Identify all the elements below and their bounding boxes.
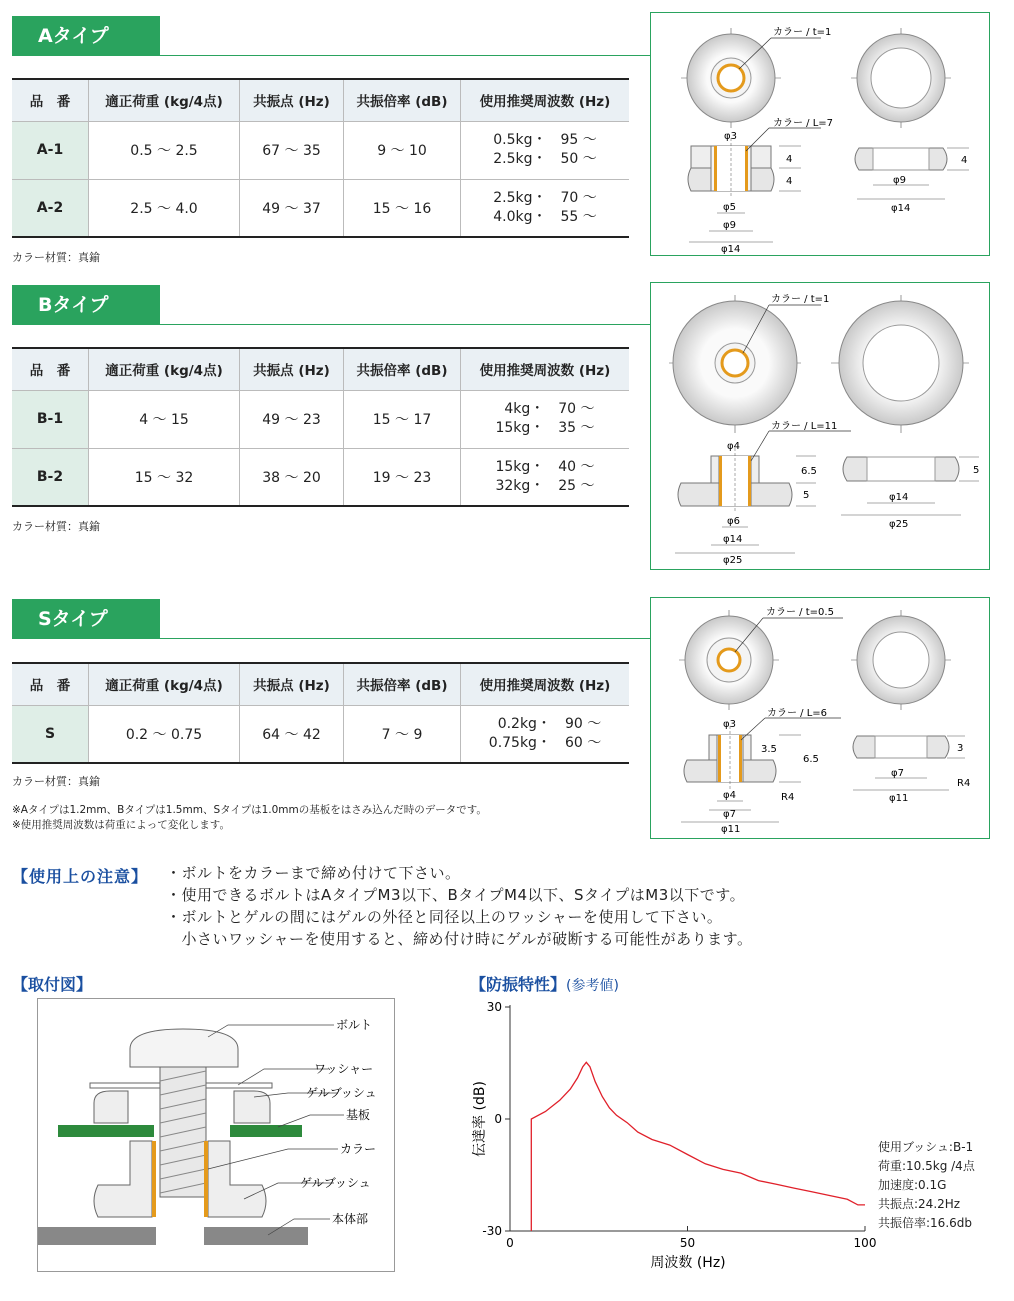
type-s-title: Sタイプ <box>12 599 160 639</box>
freq-line: 0.5kg・ 95 〜 <box>493 132 597 148</box>
header-resonance: 共振点 (Hz) <box>240 79 344 121</box>
y-tick-label: -30 <box>482 1224 502 1238</box>
header-gain: 共振倍率 (dB) <box>344 663 461 705</box>
table-row <box>12 179 629 237</box>
header-gain: 共振倍率 (dB) <box>344 348 461 390</box>
load-value: 15 〜 32 <box>89 448 240 506</box>
characteristics-sub: (参考値) <box>566 978 619 994</box>
header-freq: 使用推奨周波数 (Hz) <box>461 79 630 121</box>
table-header-row <box>12 663 629 705</box>
label-collar: カラー <box>340 1142 377 1156</box>
header-load: 適正荷重 (kg/4点) <box>89 348 240 390</box>
type-a-table <box>12 78 629 238</box>
freq-cell <box>461 705 630 763</box>
collar-t-label: カラー / t=1 <box>771 294 830 305</box>
label-board: 基板 <box>346 1108 371 1122</box>
y-tick-label: 0 <box>494 1112 502 1126</box>
caution-line: ・ボルトをカラーまで締め付けて下さい。 <box>166 864 461 882</box>
freq-line: 15kg・ 40 〜 <box>495 458 595 475</box>
load-value: 0.2 〜 0.75 <box>89 705 240 763</box>
dim-h2: 6.5 <box>803 754 819 765</box>
gain-value: 9 〜 10 <box>344 121 461 179</box>
x-tick-label: 0 <box>506 1236 514 1250</box>
freq-cell <box>461 448 630 506</box>
collar-l-label: カラー / L=6 <box>767 708 828 719</box>
resonance-value: 67 〜 35 <box>240 121 344 179</box>
type-b-table <box>12 347 629 507</box>
chart-info <box>878 1138 975 1233</box>
dim-h2: 5 <box>803 490 810 501</box>
part-no: S <box>12 705 89 763</box>
header-part-no: 品 番 <box>12 79 89 121</box>
y-tick-label: 30 <box>486 1000 502 1014</box>
caution-line: ・ボルトとゲルの間にはゲルの外径と同径以上のワッシャーを使用して下さい。 <box>166 908 723 926</box>
part-no: B-2 <box>12 448 89 506</box>
characteristics-title: 【防振特性】 <box>470 975 567 994</box>
dim-outer: φ14 <box>721 244 741 255</box>
table-header-row <box>12 79 629 121</box>
dim-r-d1: φ7 <box>891 768 904 779</box>
collar-t-label: カラー / t=1 <box>773 27 832 38</box>
info-gain: 共振倍率:16.6db <box>878 1216 972 1230</box>
header-gain: 共振倍率 (dB) <box>344 79 461 121</box>
part-no: A-2 <box>12 179 89 237</box>
vibration-chart <box>460 995 880 1275</box>
dim-inner: φ4 <box>723 790 736 801</box>
footnote-2: ※使用推奨周波数は荷重によって変化します。 <box>12 819 230 831</box>
dim-top: φ3 <box>724 131 737 142</box>
freq-line: 2.5kg・ 50 〜 <box>493 151 597 167</box>
caution-line: ・使用できるボルトはAタイプM3以下、BタイプM4以下、SタイプはM3以下です。 <box>166 886 746 904</box>
type-s-table <box>12 662 629 764</box>
dim-r-d2: φ11 <box>889 793 909 804</box>
dim-outer: φ25 <box>723 555 743 566</box>
type-b-rule <box>160 324 650 325</box>
freq-line: 4kg・ 70 〜 <box>504 401 595 417</box>
resonance-value: 38 〜 20 <box>240 448 344 506</box>
characteristics-heading <box>470 972 619 995</box>
dim-inner: φ5 <box>723 202 736 213</box>
header-resonance: 共振点 (Hz) <box>240 663 344 705</box>
footnotes <box>12 803 487 833</box>
dim-mid: φ14 <box>723 534 743 545</box>
part-no: A-1 <box>12 121 89 179</box>
freq-cell <box>461 121 630 179</box>
part-no: B-1 <box>12 390 89 448</box>
dim-outer: φ11 <box>721 824 741 835</box>
type-a-title: Aタイプ <box>12 16 160 56</box>
header-part-no: 品 番 <box>12 348 89 390</box>
info-bush: 使用ブッシュ:B-1 <box>878 1140 974 1154</box>
table-row <box>12 121 629 179</box>
freq-line: 0.2kg・ 90 〜 <box>497 715 602 732</box>
dim-mid: φ9 <box>723 220 736 231</box>
type-b-title: Bタイプ <box>12 285 160 325</box>
x-ticks <box>506 1226 876 1250</box>
header-freq: 使用推奨周波数 (Hz) <box>461 663 630 705</box>
dim-r-h: 5 <box>973 465 980 476</box>
dim-r-r4: R4 <box>957 778 971 789</box>
collar-l-label: カラー / L=11 <box>771 421 838 432</box>
dim-r-h: 4 <box>961 155 968 166</box>
info-accel: 加速度:0.1G <box>878 1178 947 1192</box>
dim-top: φ3 <box>723 719 736 730</box>
collar-l-label: カラー / L=7 <box>773 118 834 129</box>
freq-line: 4.0kg・ 55 〜 <box>493 208 597 225</box>
freq-cell <box>461 179 630 237</box>
x-axis-label: 周波数 (Hz) <box>650 1255 726 1271</box>
info-resonance: 共振点:24.2Hz <box>878 1197 961 1211</box>
dim-h2: 4 <box>786 176 793 187</box>
info-load: 荷重:10.5kg /4点 <box>878 1159 975 1173</box>
table-header-row <box>12 348 629 390</box>
mounting-diagram <box>37 998 395 1272</box>
type-b-material: カラー材質：真鍮 <box>12 520 100 533</box>
header-load: 適正荷重 (kg/4点) <box>89 663 240 705</box>
mounting-heading: 【取付図】 <box>12 975 93 994</box>
freq-line: 32kg・ 25 〜 <box>495 477 595 494</box>
table-row <box>12 390 629 448</box>
caution-line: 小さいワッシャーを使用すると、締め付け時にゲルが破断する可能性があります。 <box>166 930 753 948</box>
dim-h1: 4 <box>786 154 793 165</box>
dim-r4: R4 <box>781 792 795 803</box>
dim-r-d2: φ25 <box>889 519 909 530</box>
type-b-drawing <box>650 282 990 570</box>
caution-heading: 【使用上の注意】 <box>12 867 149 886</box>
header-part-no: 品 番 <box>12 663 89 705</box>
type-a-rule <box>160 55 650 56</box>
label-bolt: ボルト <box>336 1018 373 1032</box>
type-s-material: カラー材質：真鍮 <box>12 775 100 788</box>
gain-value: 19 〜 23 <box>344 448 461 506</box>
x-tick-label: 50 <box>679 1236 696 1250</box>
label-washer: ワッシャー <box>314 1062 374 1076</box>
dim-r-h: 3 <box>957 743 964 754</box>
gain-value: 15 〜 17 <box>344 390 461 448</box>
freq-line: 15kg・ 35 〜 <box>495 420 595 436</box>
footnote-1: ※Aタイプは1.2mm、Bタイプは1.5mm、Sタイプは1.0mmの基板をはさみ込んだ時のデータです。 <box>12 804 487 816</box>
type-s-rule <box>160 638 650 639</box>
freq-line: 2.5kg・ 70 〜 <box>493 189 597 206</box>
x-tick-label: 100 <box>853 1236 877 1250</box>
type-s-drawing <box>650 597 990 839</box>
load-value: 0.5 〜 2.5 <box>89 121 240 179</box>
dim-top: φ4 <box>727 441 740 452</box>
dim-r-d2: φ14 <box>891 203 911 214</box>
load-value: 4 〜 15 <box>89 390 240 448</box>
label-gel-bush-upper: ゲルブッシュ <box>306 1086 377 1100</box>
freq-cell <box>461 390 630 448</box>
gain-value: 7 〜 9 <box>344 705 461 763</box>
collar-t-label: カラー / t=0.5 <box>766 607 834 618</box>
series-line <box>531 1062 865 1231</box>
type-a-drawing <box>650 12 990 256</box>
freq-line: 0.75kg・ 60 〜 <box>488 734 602 751</box>
dim-inner: φ6 <box>727 516 740 527</box>
resonance-value: 49 〜 23 <box>240 390 344 448</box>
dim-h1: 6.5 <box>801 466 817 477</box>
dim-mid: φ7 <box>723 809 736 820</box>
y-axis-label: 伝達率 (dB) <box>472 1081 488 1157</box>
header-resonance: 共振点 (Hz) <box>240 348 344 390</box>
gain-value: 15 〜 16 <box>344 179 461 237</box>
dim-r-d1: φ14 <box>889 492 909 503</box>
table-row <box>12 705 629 763</box>
resonance-value: 49 〜 37 <box>240 179 344 237</box>
type-a-material: カラー材質：真鍮 <box>12 251 100 264</box>
label-gel-bush-lower: ゲルブッシュ <box>300 1176 371 1190</box>
dim-r-d1: φ9 <box>893 175 906 186</box>
resonance-value: 64 〜 42 <box>240 705 344 763</box>
table-row <box>12 448 629 506</box>
header-freq: 使用推奨周波数 (Hz) <box>461 348 630 390</box>
header-load: 適正荷重 (kg/4点) <box>89 79 240 121</box>
dim-h1: 3.5 <box>761 744 777 755</box>
label-body: 本体部 <box>332 1212 369 1226</box>
load-value: 2.5 〜 4.0 <box>89 179 240 237</box>
